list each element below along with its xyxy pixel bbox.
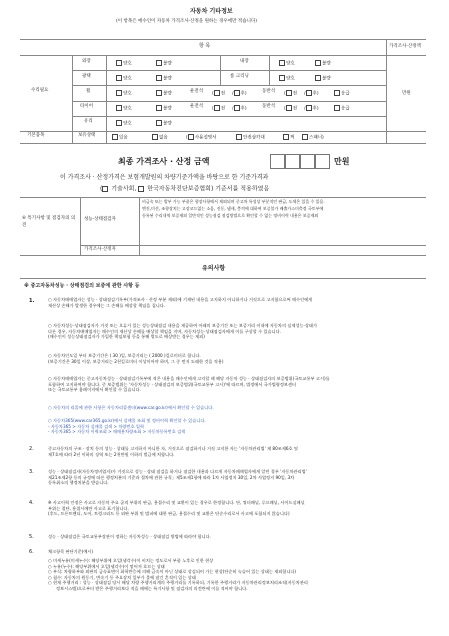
item-header: 항 목 — [199, 43, 211, 49]
form-subtitle: (이 항목은 매수인이 자동차 가격조사·산정을 원하는 경우에만 적습니다) — [116, 19, 258, 24]
final-price-box-3[interactable] — [300, 154, 315, 169]
inspector-opinion-3: 등록된 수리내역 보증제외 일반적인 성능점검 점검방법으로 확인할 수 없는 정비이력 내용은 보증제외 — [142, 213, 319, 218]
final-note-2: ( 기술사회, 한국자동차진단보증협회) 기준서를 적용하였음 — [100, 185, 270, 193]
wheel-passenger-front-checkbox[interactable]: ( 전 — [284, 91, 298, 97]
price-assessor-label: 가격조사·산정자 — [84, 247, 116, 252]
wheel-driver-front-checkbox[interactable]: ( 전 — [212, 91, 226, 97]
group-basic-label: 기본품목 — [27, 133, 45, 138]
cleaning-good-checkbox[interactable]: 양호 — [279, 75, 295, 82]
notice-num-4: 4. — [29, 500, 34, 506]
wheel-label: 휠 — [86, 89, 91, 94]
glass-good-checkbox[interactable]: 양호 — [116, 120, 132, 127]
interior-bad-checkbox[interactable]: 불량 — [315, 60, 331, 67]
diag-assoc-checkbox[interactable] — [138, 186, 144, 192]
manual-checkbox[interactable]: ( 사용설명서 — [186, 135, 217, 141]
wheel-good-checkbox[interactable]: 양호 — [116, 90, 132, 97]
notice-num-3: 3. — [29, 469, 34, 475]
room-cleaning-label: 룸 크리닝 — [230, 74, 249, 79]
won-unit: 만원 — [402, 91, 411, 96]
notice-p8: 성능 · 상태점검자(자동차정비업자)가 거짓으로 성능 · 상태 점검을 하거나 점검한 내용과 다르게 자동차매매업자에게 알린 경우 '자동차관리법' 제21조제2항 등의 규정에 따른 행정처분의 기준과 절차에 관한 규칙」제5조제1항에 따라 1차 사업정지 30일, 2차 사업정지 90일, 3차 등록취소의 행정처분을 받습니다. — [48, 469, 307, 486]
notice-p1: ○ 자동차매매업자는 성능 · 상태점검기록부(가격조사 · 산정 부분 제외)에 기재된 내용을 고지하지 아니하거나 거짓으로 고지함으로써 매수인에게 재산상 손해가 발생한 경우에는 그 손해를 배상할 책임을 집니다. — [48, 297, 313, 308]
gloss-bad-checkbox[interactable]: 불량 — [156, 75, 172, 82]
notice-p9: ※ 사고이력 인정은 사고로 자동차 주요 골격 부위의 판금, 용접수리 및 교환이 있는 경우로 한정합니다. 단, 쿼터패널, 루프패널, 사이드실패널 부위는 절단, 용접시에만 사고로 표기합니다. (후드, 프론트펜더, 도어, 트렁크리드 등 외판 부위 및 범퍼에 대한 판금, 용접수리 및 교환은 단순수리로서 사고에 포함되지 않습니다) — [48, 500, 305, 517]
glass-bad-checkbox[interactable]: 불량 — [156, 120, 172, 127]
tire-spare-checkbox[interactable]: 응급 — [334, 105, 350, 112]
final-price-box-1[interactable] — [270, 154, 285, 169]
notice-p5: ○ 자동차의 리콜에 관한 사항은 자동차리콜센터(www.car.go.kr)에서 확인할 수 있습니다. — [48, 405, 214, 410]
interior-label: 내장 — [240, 59, 249, 64]
tire-passenger-front-checkbox[interactable]: ( 전 — [284, 106, 298, 112]
exterior-label: 외장 — [82, 59, 91, 64]
exterior-good-checkbox[interactable]: 양호 — [116, 60, 132, 67]
inspector-opinion-1: 비금속 또는 발부 가능 부품은 향장사항에서 제외되며 중고차 특성상 부분적인 판금, 도색은 있을 수 있음. — [142, 199, 325, 204]
inspector-label: 성능·상태점검자 — [84, 217, 116, 222]
tire-good-checkbox[interactable]: 양호 — [116, 105, 132, 112]
wheel-passenger-label: 동반석 — [262, 89, 276, 94]
notice-p2: ○ 자동차성능·상태점검자가 거짓 또는 오류가 있는 성능상태점검 내용을 제공하여 아래의 보증기간 또는 보증거리 이내에 자동차의 실제성능·상태가 다른 경우, 자동차매매업자는 매수인의 재산상 손해를 배상할 책임을 지며, 자동차성능·상태점검자에게 이를 구상할 수 있습니다. (매수인이 성능상태점검자가 가입한 책임보험 등을 통해 별도로 배상받는 경우는 제외) — [48, 323, 317, 340]
gloss-label: 광택 — [82, 74, 91, 79]
form-title: 자동차 기타정보 — [190, 8, 233, 15]
notice-p10: 성능 · 상태점검은 국토교통부장관이 정하는 자동차성능 · 상태점검 방법에 따라야 합니다. — [48, 534, 211, 539]
spanner-checkbox[interactable]: 스패너) — [302, 134, 324, 141]
final-price-box-2[interactable] — [285, 154, 300, 169]
special-notes-label: ⑥ 특기사항 및 점검자의 의견 — [22, 216, 76, 228]
glass-label: 유리 — [84, 119, 93, 124]
notice-p11-title: 체크항목 판단기준(예시) — [48, 549, 94, 554]
notice-p11: ○ 미세누유(미세누수): 해당부위에 오일(냉각수)이 비치는 정도로서 부품 노후로 인한 현상 ○ 누유(누수): 해당부위에서 오일(냉각수)이 떨어져 흐르는 상태 ○ 부식: 차량하부와 외판의 금속표면이 화학반응에 의해 금속이 아닌 상태로 상실되어 가는 현상(단순히 녹슬어 있는 상태는 제외합니다) ○ 침수: 자동차의 원동기, 변속기 등 주요장치 일부가 물에 잠긴 흔적이 있는 상태 ○ 현재 주행거리 : 성능 · 상태점검 당시 해당 차량 주행거리계의 주행거리를 기록하되, 기록한 주행거리가 자동차관리정보처리조직(자동차관리 정보시스템)으로부터 받은 주행거리보다 적을 때에는 특기사항 및 점검자의 의견란에 이를 적어야 합니다. — [48, 558, 308, 591]
tire-passenger-rear-checkbox[interactable]: / 후) — [304, 106, 319, 112]
notice-title: 유의사항 — [202, 265, 226, 272]
tire-driver-rear-checkbox[interactable]: / 후) — [232, 106, 247, 112]
wheel-spare-checkbox[interactable]: 응급 — [334, 90, 350, 97]
final-price-unit: 만원 — [334, 157, 350, 166]
notice-subtitle: ※ 중고자동차성능 · 상태점검의 보증에 관한 사항 등 — [24, 283, 140, 289]
wheel-bad-checkbox[interactable]: 불량 — [156, 90, 172, 97]
price-header: 가격조사·산정액 — [389, 44, 421, 49]
triangle-checkbox[interactable]: 안전삼각대 — [236, 134, 265, 141]
tire-label: 타이어 — [80, 104, 94, 109]
wheel-passenger-rear-checkbox[interactable]: / 후) — [304, 91, 319, 97]
possession-yes-checkbox[interactable]: 있음 — [112, 134, 128, 141]
tire-driver-front-checkbox[interactable]: ( 전 — [212, 106, 226, 112]
notice-num-1: 1. — [29, 298, 35, 304]
tire-driver-label: 운전석 — [190, 104, 204, 109]
notice-num-5: 5. — [29, 534, 34, 540]
notice-p7: 중고자동차의 구조 · 장치 등의 성능 · 상태를 고지하지 아니한 자, 거짓으로 점검하거나 거짓 고지한 자는 '자동차관리법' 제 80조제6호 및 제7호에 따라 2년 이하의 징역 또는 2천만원 이하의 벌금에 처합니다. — [48, 446, 298, 457]
notice-num-2: 2. — [29, 446, 34, 452]
wheel-driver-label: 운전석 — [190, 89, 204, 94]
gloss-good-checkbox[interactable]: 양호 — [116, 75, 132, 82]
notice-p3: ○ 자동차인도일 부터 보증기간은 ( 30 )일, 보증거리는 ( 2000 )킬로미터로 합니다. (보증기간은 30일 이상, 보증거리는 2천킬로미터 이상이어야 하며, 그 중 먼저 도래한 것을 적용) — [48, 353, 224, 364]
tech-society-checkbox[interactable] — [102, 186, 108, 192]
wheel-driver-rear-checkbox[interactable]: / 후) — [232, 91, 247, 97]
tire-bad-checkbox[interactable]: 불량 — [156, 105, 172, 112]
possession-label: 보유상태 — [78, 133, 96, 138]
jack-checkbox[interactable]: 잭 — [283, 134, 294, 141]
notice-p6: ○ 자동차365(www.car365.go.kr)에서 실매물 조회 및 정비이력 확인할 수 있습니다. - 자동차365 > 자동차 실매물 검색 > 차량번호 입력 - 자동차365 > 자동차 이력조회 > 매매용차량조회 > 자동차등록번호 검색 — [48, 418, 206, 435]
interior-good-checkbox[interactable]: 양호 — [279, 60, 295, 67]
group-repair-label: 수리필요 — [31, 88, 49, 93]
notice-num-6: 6. — [29, 549, 34, 555]
notice-p4: ○ 자동차매매업자는 중고자동차성능 · 상태점검기록부에 적은 내용을 매수인에게 고지할 때 해당 자동차 성능 · 상태점검자의 보증범위(국토교통부 고시)를 포함하여 고지하여야 합니다. 중 보증범위는 '자동차성능 · 상태점검의 보증범위(국토교통부 고시)'에 따르며, 법정에서 국가법령정보센터 또는 국토교통부 홈페이지에서 확인할 수 있습니다. — [48, 376, 330, 393]
inspector-opinion-2: 엔진,미션, 조향장치는 고장코드없는 소음, 진동, 냄새, 충격에 대하여 보증불가 배출가스미측정 국토부에 — [142, 206, 324, 211]
possession-no-checkbox[interactable]: 없음 — [152, 134, 168, 141]
final-note-1: 이 가격조사 · 산정가격은 보험개발원의 차량기준가액을 바탕으로 한 기준가격과 — [60, 174, 269, 181]
final-price-box-4[interactable] — [315, 154, 330, 169]
exterior-bad-checkbox[interactable]: 불량 — [156, 60, 172, 67]
final-price-label: 최종 가격조사 · 산정 금액 — [118, 157, 210, 166]
cleaning-bad-checkbox[interactable]: 불량 — [315, 75, 331, 82]
tire-passenger-label: 동반석 — [262, 104, 276, 109]
